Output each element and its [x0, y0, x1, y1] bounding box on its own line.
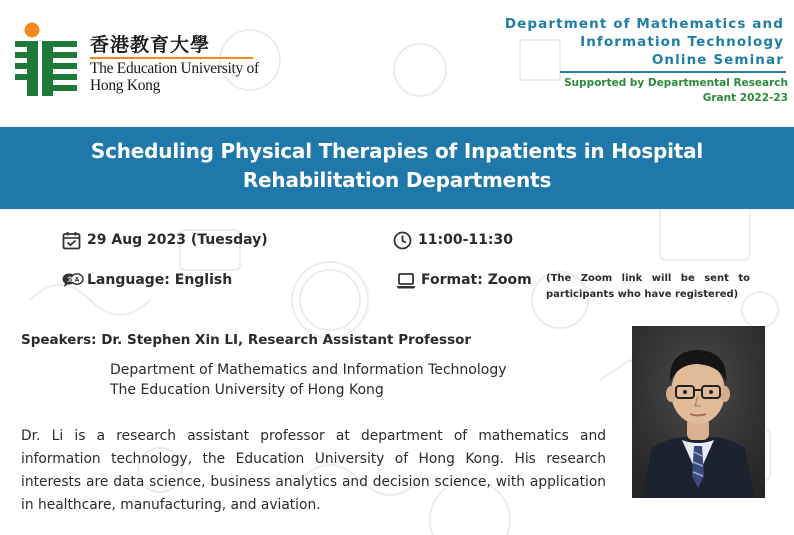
seminar-title-line-1: Scheduling Physical Therapies of Inpatients in Hospital: [90, 139, 704, 163]
title-banner: [0, 127, 794, 209]
speaker-bio: Dr. Li is a research assistant professor at department of mathematics and information technology, the Education University of Hong Kong. His research interests are data science, business analytics and decision science, with application in healthcare, manufacturing, and aviation.: [21, 428, 606, 513]
clock-icon: [393, 231, 412, 250]
department-divider: [560, 71, 786, 73]
calendar-check-icon: [62, 231, 81, 250]
university-name-english: The Education University of Hong Kong: [90, 60, 259, 94]
department-line-1: Department of Mathematics and: [504, 16, 784, 32]
funding-line-2: Grant 2022-23: [702, 92, 788, 104]
speaker-heading: Speakers: Dr. Stephen Xin LI, Research Assistant Professor: [21, 332, 472, 348]
seminar-title: [20, 137, 774, 195]
seminar-title-line-2: Rehabilitation Departments: [242, 168, 552, 192]
affiliation-line-1: Department of Mathematics and Information Technology: [110, 362, 507, 378]
seminar-date: 29 Aug 2023 (Tuesday): [87, 232, 268, 248]
department-line-2: Information Technology: [580, 34, 784, 50]
seminar-format: Format: Zoom: [421, 272, 532, 288]
speaker-affiliation: [110, 360, 506, 400]
affiliation-line-2: The Education University of Hong Kong: [110, 382, 384, 398]
seminar-time: 11:00-11:30: [418, 232, 513, 248]
funding-note: [488, 76, 788, 106]
university-name-chinese: 香港教育大學: [90, 34, 211, 56]
svg-text:A: A: [74, 276, 80, 284]
svg-text:文: 文: [67, 276, 74, 284]
seminar-type: Online Seminar: [651, 52, 784, 68]
department-heading: [404, 15, 784, 69]
laptop-icon: [396, 271, 416, 290]
zoom-link-note: (The Zoom link will be sent to participants who have registered): [546, 273, 750, 300]
speech-bubbles-icon: [62, 271, 84, 290]
university-divider: [90, 57, 253, 59]
funding-line-1: Supported by Departmental Research: [564, 77, 788, 89]
seminar-language: Language: English: [87, 272, 233, 288]
speaker-photo: [632, 326, 765, 498]
eduhk-logo-icon: [15, 22, 77, 96]
